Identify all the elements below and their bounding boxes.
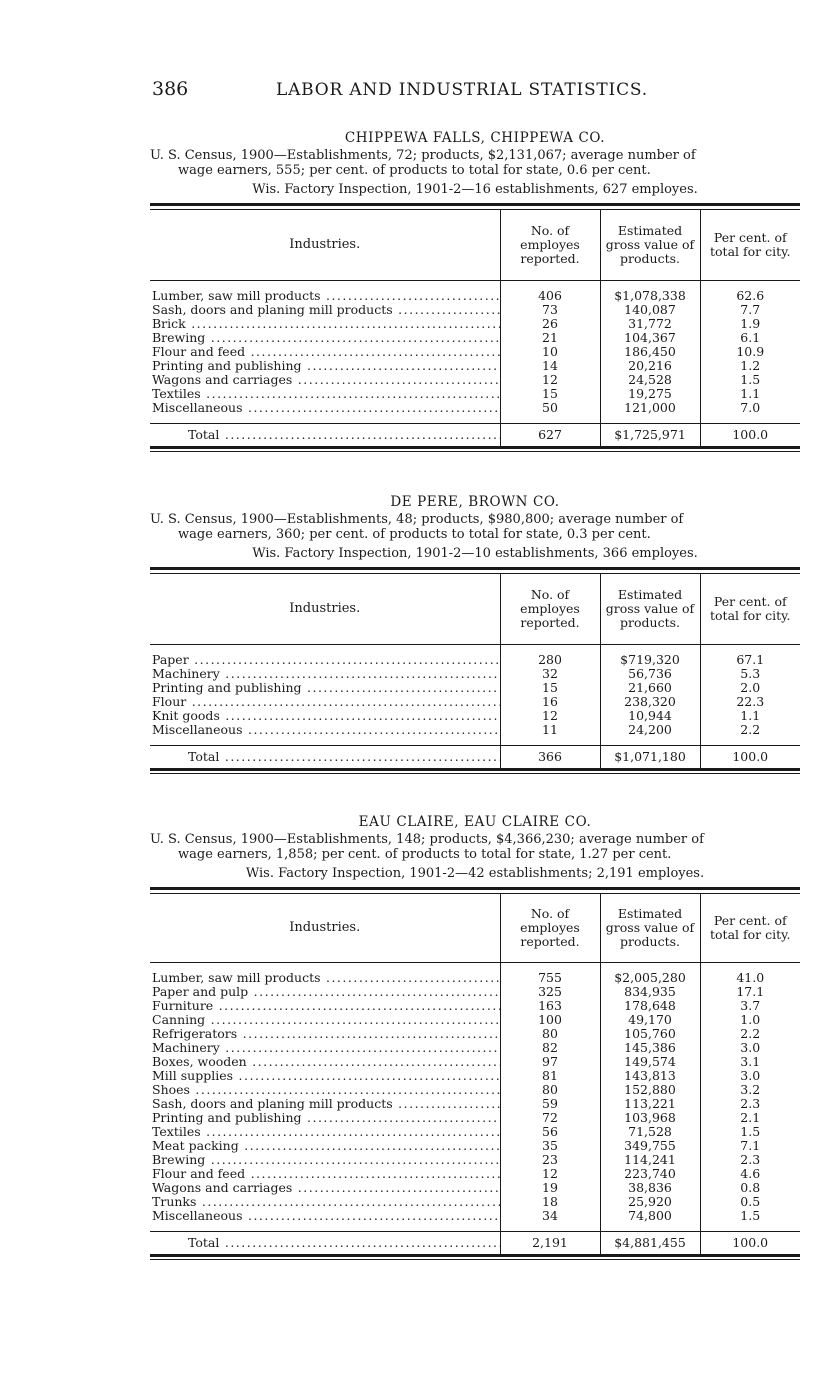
industry-cell bbox=[150, 1167, 500, 1181]
value-cell: 25,920 bbox=[600, 1195, 700, 1209]
table-top-rule bbox=[150, 887, 800, 894]
section-de-pere bbox=[150, 492, 800, 774]
percent-cell: 22.3 bbox=[700, 695, 800, 709]
header-employes: No. of employes reported. bbox=[500, 574, 600, 644]
industry-cell bbox=[150, 1027, 500, 1041]
industry-cell bbox=[150, 1055, 500, 1069]
table-top-rule bbox=[150, 567, 800, 574]
total-employes: 627 bbox=[500, 423, 600, 446]
total-label: Total bbox=[188, 1234, 220, 1250]
percent-cell: 7.0 bbox=[700, 401, 800, 415]
industry-name: Flour and feed bbox=[152, 344, 246, 359]
percent-cell: 1.5 bbox=[700, 1209, 800, 1223]
value-cell: 19,275 bbox=[600, 387, 700, 401]
employes-cell: 15 bbox=[500, 387, 600, 401]
section-title: CHIPPEWA FALLS, CHIPPEWA CO. bbox=[344, 130, 606, 146]
total-value: $1,725,971 bbox=[600, 423, 700, 446]
table-row bbox=[150, 387, 800, 401]
value-cell: 238,320 bbox=[600, 695, 700, 709]
total-label: Total bbox=[188, 748, 220, 764]
industry-cell bbox=[150, 1013, 500, 1027]
leader-dots bbox=[186, 695, 500, 709]
industry-cell bbox=[150, 985, 500, 999]
industry-cell bbox=[150, 1041, 500, 1055]
percent-cell: 6.1 bbox=[700, 331, 800, 345]
table-row bbox=[150, 303, 800, 317]
employes-cell: 755 bbox=[500, 971, 600, 985]
value-cell: 24,200 bbox=[600, 723, 700, 737]
industry-name: Knit goods bbox=[152, 708, 220, 723]
value-cell: 140,087 bbox=[600, 303, 700, 317]
employes-cell: 12 bbox=[500, 373, 600, 387]
industry-name: Mill supplies bbox=[152, 1068, 234, 1083]
percent-cell: 0.8 bbox=[700, 1181, 800, 1195]
table-row bbox=[150, 1111, 800, 1125]
industry-name: Miscellaneous bbox=[152, 400, 243, 415]
leader-dots bbox=[243, 1209, 501, 1223]
value-cell: 20,216 bbox=[600, 359, 700, 373]
total-row bbox=[150, 423, 800, 446]
page-header bbox=[152, 78, 802, 106]
industry-name: Brewing bbox=[152, 1152, 206, 1167]
industry-name: Flour bbox=[152, 694, 187, 709]
percent-cell: 0.5 bbox=[700, 1195, 800, 1209]
industry-cell bbox=[150, 681, 500, 695]
industry-name: Flour and feed bbox=[152, 1166, 246, 1181]
value-cell: $719,320 bbox=[600, 653, 700, 667]
table-row bbox=[150, 1041, 800, 1055]
leader-dots bbox=[201, 1125, 500, 1139]
value-cell: 145,386 bbox=[600, 1041, 700, 1055]
table-bottom-rule bbox=[150, 768, 800, 774]
industry-cell bbox=[150, 345, 500, 359]
value-cell: 10,944 bbox=[600, 709, 700, 723]
industry-name: Miscellaneous bbox=[152, 722, 243, 737]
value-cell: 834,935 bbox=[600, 985, 700, 999]
leader-dots bbox=[302, 681, 500, 695]
industry-cell bbox=[150, 1209, 500, 1223]
header-value: Estimated gross value of products. bbox=[600, 574, 700, 644]
leader-dots bbox=[302, 359, 500, 373]
value-cell: 31,772 bbox=[600, 317, 700, 331]
employes-cell: 26 bbox=[500, 317, 600, 331]
employes-cell: 14 bbox=[500, 359, 600, 373]
total-percent: 100.0 bbox=[700, 423, 800, 446]
leader-dots bbox=[302, 1111, 500, 1125]
industry-name: Printing and publishing bbox=[152, 1110, 302, 1125]
value-cell: 114,241 bbox=[600, 1153, 700, 1167]
industry-cell bbox=[150, 387, 500, 401]
percent-cell: 62.6 bbox=[700, 289, 800, 303]
industry-cell bbox=[150, 1083, 500, 1097]
table-row bbox=[150, 1139, 800, 1153]
industry-cell bbox=[150, 1069, 500, 1083]
total-label-cell bbox=[150, 1231, 500, 1254]
header-row bbox=[150, 210, 800, 280]
employes-cell: 12 bbox=[500, 709, 600, 723]
industry-name: Meat packing bbox=[152, 1138, 239, 1153]
section-title: EAU CLAIRE, EAU CLAIRE CO. bbox=[358, 814, 592, 830]
industry-name: Brewing bbox=[152, 330, 206, 345]
employes-cell: 16 bbox=[500, 695, 600, 709]
section-title: DE PERE, BROWN CO. bbox=[390, 494, 560, 510]
value-cell: 56,736 bbox=[600, 667, 700, 681]
percent-cell: 3.1 bbox=[700, 1055, 800, 1069]
percent-cell: 10.9 bbox=[700, 345, 800, 359]
total-percent: 100.0 bbox=[700, 745, 800, 768]
table-row bbox=[150, 317, 800, 331]
leader-dots bbox=[245, 1167, 500, 1181]
leader-dots bbox=[243, 401, 501, 415]
industry-cell bbox=[150, 1111, 500, 1125]
inspection-note: Wis. Factory Inspection, 1901-2—42 establishments; 2,191 employes. bbox=[245, 866, 705, 881]
leader-dots bbox=[321, 289, 500, 303]
employes-cell: 15 bbox=[500, 681, 600, 695]
value-cell: 186,450 bbox=[600, 345, 700, 359]
industry-cell bbox=[150, 1153, 500, 1167]
leader-dots bbox=[321, 971, 500, 985]
table-top-rule bbox=[150, 203, 800, 210]
leader-dots bbox=[220, 709, 500, 723]
percent-cell: 1.5 bbox=[700, 373, 800, 387]
census-note bbox=[150, 148, 800, 180]
industry-cell bbox=[150, 723, 500, 737]
value-cell: 71,528 bbox=[600, 1125, 700, 1139]
industry-name: Trunks bbox=[152, 1194, 197, 1209]
leader-dots bbox=[292, 373, 500, 387]
leader-dots bbox=[186, 317, 500, 331]
employes-cell: 163 bbox=[500, 999, 600, 1013]
employes-cell: 280 bbox=[500, 653, 600, 667]
industry-cell bbox=[150, 373, 500, 387]
industry-name: Shoes bbox=[152, 1082, 190, 1097]
industry-cell bbox=[150, 709, 500, 723]
percent-cell: 3.2 bbox=[700, 1083, 800, 1097]
industry-name: Refrigerators bbox=[152, 1026, 238, 1041]
table-row bbox=[150, 985, 800, 999]
table-row bbox=[150, 653, 800, 667]
table-row bbox=[150, 359, 800, 373]
percent-cell: 4.6 bbox=[700, 1167, 800, 1181]
table-row bbox=[150, 971, 800, 985]
table-row bbox=[150, 999, 800, 1013]
percent-cell: 3.7 bbox=[700, 999, 800, 1013]
employes-cell: 80 bbox=[500, 1083, 600, 1097]
page-number: 386 bbox=[152, 78, 189, 100]
header-industries: Industries. bbox=[150, 210, 500, 280]
industry-name: Textiles bbox=[152, 386, 201, 401]
employes-cell: 56 bbox=[500, 1125, 600, 1139]
industry-cell bbox=[150, 1139, 500, 1153]
table-row bbox=[150, 1153, 800, 1167]
leader-dots bbox=[220, 667, 500, 681]
header-percent: Per cent. of total for city. bbox=[700, 210, 800, 280]
header-percent: Per cent. of total for city. bbox=[700, 574, 800, 644]
table-row bbox=[150, 1209, 800, 1223]
industry-name: Wagons and carriages bbox=[152, 372, 293, 387]
table-row bbox=[150, 373, 800, 387]
leader-dots bbox=[205, 1013, 500, 1027]
leader-dots bbox=[233, 1069, 500, 1083]
header-percent: Per cent. of total for city. bbox=[700, 894, 800, 962]
table-row bbox=[150, 1055, 800, 1069]
value-cell: $1,078,338 bbox=[600, 289, 700, 303]
industry-cell bbox=[150, 653, 500, 667]
section-eau-claire bbox=[150, 812, 800, 1260]
total-percent: 100.0 bbox=[700, 1231, 800, 1254]
leader-dots bbox=[393, 303, 500, 317]
census-line: wage earners, 360; per cent. of products to total for state, 0.3 per cent. bbox=[178, 527, 651, 542]
census-line: U. S. Census, 1900—Establishments, 148; products, $4,366,230; average number of bbox=[150, 832, 704, 847]
value-cell: 143,813 bbox=[600, 1069, 700, 1083]
industry-name: Paper and pulp bbox=[152, 984, 249, 999]
percent-cell: 41.0 bbox=[700, 971, 800, 985]
employes-cell: 406 bbox=[500, 289, 600, 303]
percent-cell: 2.2 bbox=[700, 723, 800, 737]
employes-cell: 82 bbox=[500, 1041, 600, 1055]
leader-dots bbox=[239, 1139, 500, 1153]
industry-name: Brick bbox=[152, 316, 186, 331]
leader-dots bbox=[237, 1027, 500, 1041]
employes-cell: 73 bbox=[500, 303, 600, 317]
percent-cell: 2.3 bbox=[700, 1097, 800, 1111]
table-row bbox=[150, 1083, 800, 1097]
value-cell: 178,648 bbox=[600, 999, 700, 1013]
table-row bbox=[150, 709, 800, 723]
census-line: wage earners, 555; per cent. of products to total for state, 0.6 per cent. bbox=[178, 163, 651, 178]
industry-cell bbox=[150, 401, 500, 415]
value-cell: 104,367 bbox=[600, 331, 700, 345]
industry-cell bbox=[150, 289, 500, 303]
percent-cell: 1.2 bbox=[700, 359, 800, 373]
table-row bbox=[150, 1125, 800, 1139]
table-row bbox=[150, 1069, 800, 1083]
percent-cell: 3.0 bbox=[700, 1069, 800, 1083]
leader-dots bbox=[245, 345, 500, 359]
table-row bbox=[150, 289, 800, 303]
header-industries: Industries. bbox=[150, 574, 500, 644]
header-employes: No. of employes reported. bbox=[500, 894, 600, 962]
value-cell: 223,740 bbox=[600, 1167, 700, 1181]
employes-cell: 19 bbox=[500, 1181, 600, 1195]
employes-cell: 72 bbox=[500, 1111, 600, 1125]
table-row bbox=[150, 667, 800, 681]
value-cell: 74,800 bbox=[600, 1209, 700, 1223]
value-cell: 49,170 bbox=[600, 1013, 700, 1027]
industry-cell bbox=[150, 971, 500, 985]
census-line: wage earners, 1,858; per cent. of products to total for state, 1.27 per cent. bbox=[178, 847, 672, 862]
industries-table bbox=[150, 210, 800, 446]
leader-dots bbox=[219, 749, 500, 764]
percent-cell: 1.1 bbox=[700, 387, 800, 401]
table-row bbox=[150, 1195, 800, 1209]
industry-cell bbox=[150, 359, 500, 373]
employes-cell: 11 bbox=[500, 723, 600, 737]
leader-dots bbox=[205, 331, 500, 345]
leader-dots bbox=[190, 1083, 500, 1097]
value-cell: 103,968 bbox=[600, 1111, 700, 1125]
total-row bbox=[150, 745, 800, 768]
employes-cell: 10 bbox=[500, 345, 600, 359]
total-label-cell bbox=[150, 745, 500, 768]
leader-dots bbox=[189, 653, 500, 667]
industry-cell bbox=[150, 317, 500, 331]
inspection-note: Wis. Factory Inspection, 1901-2—10 establishments, 366 employes. bbox=[252, 546, 698, 561]
table-bottom-rule bbox=[150, 446, 800, 452]
value-cell: 113,221 bbox=[600, 1097, 700, 1111]
industry-cell bbox=[150, 331, 500, 345]
employes-cell: 80 bbox=[500, 1027, 600, 1041]
census-line: U. S. Census, 1900—Establishments, 72; products, $2,131,067; average number of bbox=[150, 148, 696, 163]
leader-dots bbox=[393, 1097, 500, 1111]
percent-cell: 7.7 bbox=[700, 303, 800, 317]
industry-cell bbox=[150, 1195, 500, 1209]
percent-cell: 1.9 bbox=[700, 317, 800, 331]
census-note bbox=[150, 512, 800, 544]
employes-cell: 50 bbox=[500, 401, 600, 415]
employes-cell: 18 bbox=[500, 1195, 600, 1209]
value-cell: 38,836 bbox=[600, 1181, 700, 1195]
industries-table bbox=[150, 894, 800, 1254]
value-cell: 149,574 bbox=[600, 1055, 700, 1069]
table-row bbox=[150, 401, 800, 415]
industry-name: Miscellaneous bbox=[152, 1208, 243, 1223]
percent-cell: 2.0 bbox=[700, 681, 800, 695]
percent-cell: 2.1 bbox=[700, 1111, 800, 1125]
header-value: Estimated gross value of products. bbox=[600, 894, 700, 962]
industry-name: Printing and publishing bbox=[152, 358, 302, 373]
header-value: Estimated gross value of products. bbox=[600, 210, 700, 280]
industry-cell bbox=[150, 667, 500, 681]
employes-cell: 32 bbox=[500, 667, 600, 681]
employes-cell: 81 bbox=[500, 1069, 600, 1083]
employes-cell: 100 bbox=[500, 1013, 600, 1027]
employes-cell: 35 bbox=[500, 1139, 600, 1153]
employes-cell: 21 bbox=[500, 331, 600, 345]
table-row bbox=[150, 695, 800, 709]
leader-dots bbox=[248, 985, 500, 999]
industry-name: Machinery bbox=[152, 666, 220, 681]
industry-cell bbox=[150, 1181, 500, 1195]
percent-cell: 7.1 bbox=[700, 1139, 800, 1153]
header-industries: Industries. bbox=[150, 894, 500, 962]
leader-dots bbox=[219, 427, 500, 442]
percent-cell: 1.1 bbox=[700, 709, 800, 723]
leader-dots bbox=[220, 1041, 500, 1055]
header-row bbox=[150, 574, 800, 644]
leader-dots bbox=[292, 1181, 500, 1195]
industry-name: Sash, doors and planing mill products bbox=[152, 1096, 393, 1111]
table-row bbox=[150, 1027, 800, 1041]
total-employes: 2,191 bbox=[500, 1231, 600, 1254]
table-row bbox=[150, 1167, 800, 1181]
industry-name: Machinery bbox=[152, 1040, 220, 1055]
running-title: LABOR AND INDUSTRIAL STATISTICS. bbox=[276, 80, 648, 100]
total-row bbox=[150, 1231, 800, 1254]
industry-name: Wagons and carriages bbox=[152, 1180, 293, 1195]
leader-dots bbox=[196, 1195, 500, 1209]
table-row bbox=[150, 1013, 800, 1027]
value-cell: 121,000 bbox=[600, 401, 700, 415]
employes-cell: 23 bbox=[500, 1153, 600, 1167]
table-row bbox=[150, 1097, 800, 1111]
leader-dots bbox=[213, 999, 500, 1013]
industry-cell bbox=[150, 1125, 500, 1139]
total-employes: 366 bbox=[500, 745, 600, 768]
census-line: U. S. Census, 1900—Establishments, 48; products, $980,800; average number of bbox=[150, 512, 684, 527]
value-cell: 349,755 bbox=[600, 1139, 700, 1153]
leader-dots bbox=[243, 723, 501, 737]
table-row bbox=[150, 331, 800, 345]
industry-name: Sash, doors and planing mill products bbox=[152, 302, 393, 317]
total-value: $4,881,455 bbox=[600, 1231, 700, 1254]
total-label: Total bbox=[188, 426, 220, 442]
industry-name: Canning bbox=[152, 1012, 206, 1027]
industry-name: Printing and publishing bbox=[152, 680, 302, 695]
value-cell: 21,660 bbox=[600, 681, 700, 695]
table-row bbox=[150, 723, 800, 737]
leader-dots bbox=[219, 1235, 500, 1250]
percent-cell: 67.1 bbox=[700, 653, 800, 667]
table-row bbox=[150, 1181, 800, 1195]
census-note bbox=[150, 832, 800, 864]
header-row bbox=[150, 894, 800, 962]
total-value: $1,071,180 bbox=[600, 745, 700, 768]
industry-cell bbox=[150, 303, 500, 317]
industry-cell bbox=[150, 695, 500, 709]
employes-cell: 59 bbox=[500, 1097, 600, 1111]
employes-cell: 12 bbox=[500, 1167, 600, 1181]
percent-cell: 1.5 bbox=[700, 1125, 800, 1139]
percent-cell: 3.0 bbox=[700, 1041, 800, 1055]
employes-cell: 325 bbox=[500, 985, 600, 999]
percent-cell: 5.3 bbox=[700, 667, 800, 681]
leader-dots bbox=[247, 1055, 500, 1069]
industry-cell bbox=[150, 999, 500, 1013]
percent-cell: 17.1 bbox=[700, 985, 800, 999]
percent-cell: 1.0 bbox=[700, 1013, 800, 1027]
employes-cell: 34 bbox=[500, 1209, 600, 1223]
header-employes: No. of employes reported. bbox=[500, 210, 600, 280]
percent-cell: 2.2 bbox=[700, 1027, 800, 1041]
industry-name: Textiles bbox=[152, 1124, 201, 1139]
section-chippewa-falls bbox=[150, 128, 800, 452]
industries-table bbox=[150, 574, 800, 768]
industry-name: Furniture bbox=[152, 998, 214, 1013]
industry-cell bbox=[150, 1097, 500, 1111]
employes-cell: 97 bbox=[500, 1055, 600, 1069]
inspection-note: Wis. Factory Inspection, 1901-2—16 establishments, 627 employes. bbox=[252, 182, 698, 197]
table-row bbox=[150, 681, 800, 695]
value-cell: 24,528 bbox=[600, 373, 700, 387]
value-cell: $2,005,280 bbox=[600, 971, 700, 985]
industry-name: Lumber, saw mill products bbox=[152, 288, 321, 303]
leader-dots bbox=[201, 387, 500, 401]
percent-cell: 2.3 bbox=[700, 1153, 800, 1167]
table-bottom-rule bbox=[150, 1254, 800, 1260]
industry-name: Lumber, saw mill products bbox=[152, 970, 321, 985]
table-row bbox=[150, 345, 800, 359]
total-label-cell bbox=[150, 423, 500, 446]
industry-name: Paper bbox=[152, 652, 189, 667]
value-cell: 152,880 bbox=[600, 1083, 700, 1097]
leader-dots bbox=[205, 1153, 500, 1167]
industry-name: Boxes, wooden bbox=[152, 1054, 247, 1069]
value-cell: 105,760 bbox=[600, 1027, 700, 1041]
